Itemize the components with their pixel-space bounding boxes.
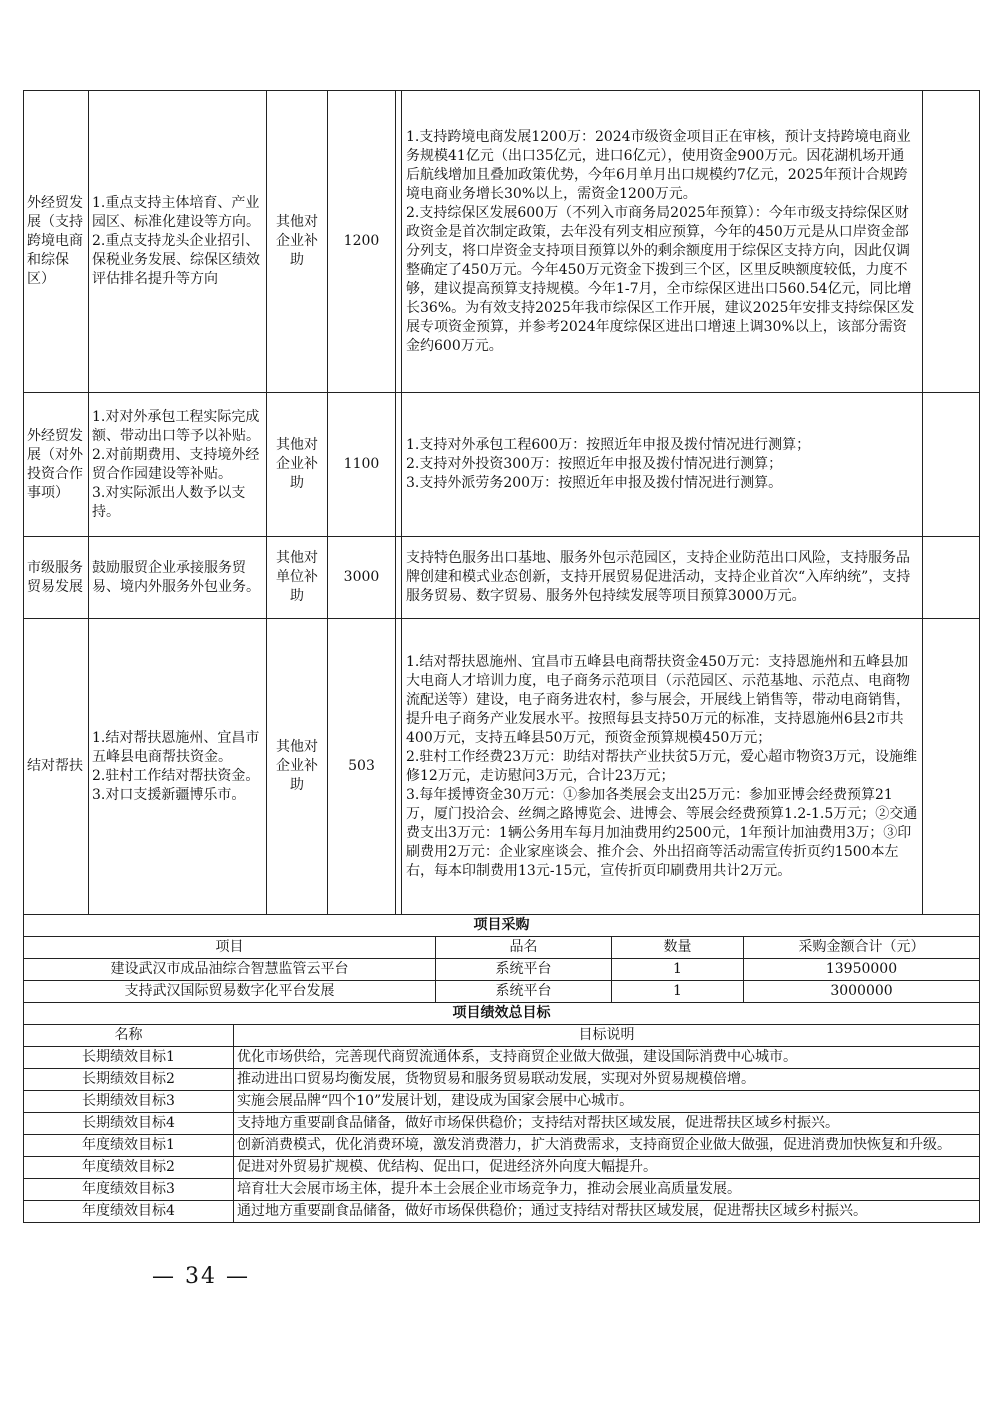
budget-row-amount: 1200	[328, 91, 396, 393]
table-header-row	[24, 937, 980, 959]
budget-row-type: 其他对企业补助	[267, 393, 328, 537]
table-row	[24, 1113, 980, 1135]
budget-row-content: 1.重点支持主体培育、产业园区、标准化建设等方向。 2.重点支持龙头企业招引、保税业务发展、综保区绩效评估排名提升等方向	[89, 91, 267, 393]
section-title-row	[24, 1003, 980, 1025]
column-header: 项目	[24, 937, 436, 959]
goal-name: 长期绩效目标2	[24, 1069, 234, 1091]
goal-description: 促进对外贸易扩规模、优结构、促出口，促进经济外向度大幅提升。	[234, 1157, 980, 1179]
budget-row	[24, 393, 980, 537]
procurement-product: 系统平台	[436, 981, 612, 1003]
page-number: — 34 —	[152, 1264, 250, 1289]
goal-description: 支持地方重要副食品储备，做好市场保供稳价；支持结对帮扶区域发展，促进帮扶区域乡村振兴。	[234, 1113, 980, 1135]
empty-cell	[923, 537, 980, 619]
goal-name: 年度绩效目标4	[24, 1201, 234, 1223]
budget-row-content: 鼓励服贸企业承接服务贸易、境内外服务外包业务。	[89, 537, 267, 619]
procurement-item: 支持武汉国际贸易数字化平台发展	[24, 981, 436, 1003]
procurement-title: 项目采购	[24, 915, 980, 937]
table-row	[24, 959, 980, 981]
table-row	[24, 1091, 980, 1113]
goal-description: 实施会展品牌“四个10”发展计划，建设成为国家会展中心城市。	[234, 1091, 980, 1113]
budget-row-name: 市级服务贸易发展	[24, 537, 89, 619]
procurement-quantity: 1	[612, 959, 744, 981]
column-header: 品名	[436, 937, 612, 959]
budget-row-name: 外经贸发展（对外投资合作事项）	[24, 393, 89, 537]
budget-row-content: 1.对对外承包工程实际完成额、带动出口等予以补贴。 2.对前期费用、支持境外经贸合作园建设等补贴。 3.对实际派出人数予以支持。	[89, 393, 267, 537]
table-row	[24, 1157, 980, 1179]
table-row	[24, 1179, 980, 1201]
budget-row-details: 1.结对帮扶恩施州、宜昌市五峰县电商帮扶资金450万元：支持恩施州和五峰县加大电商人才培训力度，电子商务示范项目（示范园区、示范基地、示范点、电商物流配送等）建设，电子商务进农村，参与展会，开展线上销售等，带动电商销售，提升电子商务产业发展水平。按照每县支持50万元的标准，支持恩施州6县2市共400万元，支持五峰县50万元，预资金预算规模450万元； 2.驻村工作经费23万元：助结对帮扶产业扶贫5万元，爱心超市物资3万元，设施维修12万元，走访慰问3万元，合计23万元； 3.每年援博资金30万元：①参加各类展会支出25万元：参加亚博会经费预算21万，厦门投洽会、丝绸之路博览会、进博会、等展会经费预算1.2-1.5万元；②交通费支出3万元：1辆公务用车每月加油费用约2500元，1年预计加油费用3万；③印刷费用2万元：企业家座谈会、推介会、外出招商等活动需宣传折页约1500本左右，每本印制费用13元-15元，宣传折页印刷费用共计2万元。	[402, 619, 923, 915]
goal-name: 长期绩效目标3	[24, 1091, 234, 1113]
empty-cell	[923, 619, 980, 915]
goals-table	[23, 1002, 980, 1223]
goal-name: 年度绩效目标3	[24, 1179, 234, 1201]
budget-row	[24, 91, 980, 393]
procurement-amount: 3000000	[744, 981, 980, 1003]
table-row	[24, 1069, 980, 1091]
document-page	[23, 90, 979, 1223]
procurement-table	[23, 914, 980, 1003]
empty-cell	[923, 91, 980, 393]
procurement-item: 建设武汉市成品油综合智慧监管云平台	[24, 959, 436, 981]
procurement-amount: 13950000	[744, 959, 980, 981]
goal-name: 长期绩效目标4	[24, 1113, 234, 1135]
goal-description: 优化市场供给，完善现代商贸流通体系，支持商贸企业做大做强，建设国际消费中心城市。	[234, 1047, 980, 1069]
budget-row-amount: 503	[328, 619, 396, 915]
goal-description: 推动进出口贸易均衡发展，货物贸易和服务贸易联动发展，实现对外贸易规模倍增。	[234, 1069, 980, 1091]
budget-row-content: 1.结对帮扶恩施州、宜昌市五峰县电商帮扶资金。 2.驻村工作结对帮扶资金。 3.对口支援新疆博乐市。	[89, 619, 267, 915]
budget-row-name: 外经贸发展（支持跨境电商和综保区）	[24, 91, 89, 393]
budget-row-type: 其他对单位补助	[267, 537, 328, 619]
budget-row-type: 其他对企业补助	[267, 91, 328, 393]
budget-row-details: 1.支持对外承包工程600万：按照近年申报及拨付情况进行测算； 2.支持对外投资300万：按照近年申报及拨付情况进行测算； 3.支持外派劳务200万：按照近年申报及拨付情况进行测算。	[402, 393, 923, 537]
table-row	[24, 981, 980, 1003]
budget-row-details: 1.支持跨境电商发展1200万：2024市级资金项目正在审核，预计支持跨境电商业务规模41亿元（出口35亿元，进口6亿元），使用资金900万元。因花湖机场开通后航线增加且叠加政策优势，今年6月单月出口规模约7亿元，2025年预计合规跨境电商业务增长30%以上，需资金1200万元。 2.支持综保区发展600万（不列入市商务局2025年预算）：今年市级支持综保区财政资金是首次制定政策，去年没有列支相应预算，今年的450万元是从口岸资金部分列支，将口岸资金支持项目预算以外的剩余额度用于综保区支持方向，因此仅调整确定了450万元。今年450万元资金下拨到三个区，区里反映额度较低，力度不够，建议提高预算支持规模。今年1-7月，全市综保区进出口560.54亿元，同比增长36%。为有效支持2025年我市综保区工作开展，建议2025年安排支持综保区发展专项资金预算，并参考2024年度综保区进出口增速上调30%以上，该部分需资金约600万元。	[402, 91, 923, 393]
table-row	[24, 1135, 980, 1157]
table-row	[24, 1201, 980, 1223]
budget-row	[24, 619, 980, 915]
budget-row	[24, 537, 980, 619]
column-header: 采购金额合计（元）	[744, 937, 980, 959]
table-row	[24, 1047, 980, 1069]
goal-description: 创新消费模式，优化消费环境，激发消费潜力，扩大消费需求，支持商贸企业做大做强，促进消费加快恢复和升级。	[234, 1135, 980, 1157]
goal-description: 培育壮大会展市场主体，提升本土会展企业市场竞争力，推动会展业高质量发展。	[234, 1179, 980, 1201]
procurement-product: 系统平台	[436, 959, 612, 981]
procurement-quantity: 1	[612, 981, 744, 1003]
empty-cell	[923, 393, 980, 537]
budget-row-details: 支持特色服务出口基地、服务外包示范园区，支持企业防范出口风险，支持服务品牌创建和模式业态创新，支持开展贸易促进活动，支持企业首次“入库纳统”，支持服务贸易、数字贸易、服务外包持续发展等项目预算3000万元。	[402, 537, 923, 619]
column-header: 数量	[612, 937, 744, 959]
goal-name: 年度绩效目标1	[24, 1135, 234, 1157]
goal-name: 长期绩效目标1	[24, 1047, 234, 1069]
goals-title: 项目绩效总目标	[24, 1003, 980, 1025]
column-header: 名称	[24, 1025, 234, 1047]
budget-table	[23, 90, 980, 915]
goal-description: 通过地方重要副食品储备，做好市场保供稳价；通过支持结对帮扶区域发展，促进帮扶区域乡村振兴。	[234, 1201, 980, 1223]
budget-row-name: 结对帮扶	[24, 619, 89, 915]
goal-name: 年度绩效目标2	[24, 1157, 234, 1179]
budget-row-type: 其他对企业补助	[267, 619, 328, 915]
column-header: 目标说明	[234, 1025, 980, 1047]
section-title-row	[24, 915, 980, 937]
table-header-row	[24, 1025, 980, 1047]
budget-row-amount: 3000	[328, 537, 396, 619]
budget-row-amount: 1100	[328, 393, 396, 537]
